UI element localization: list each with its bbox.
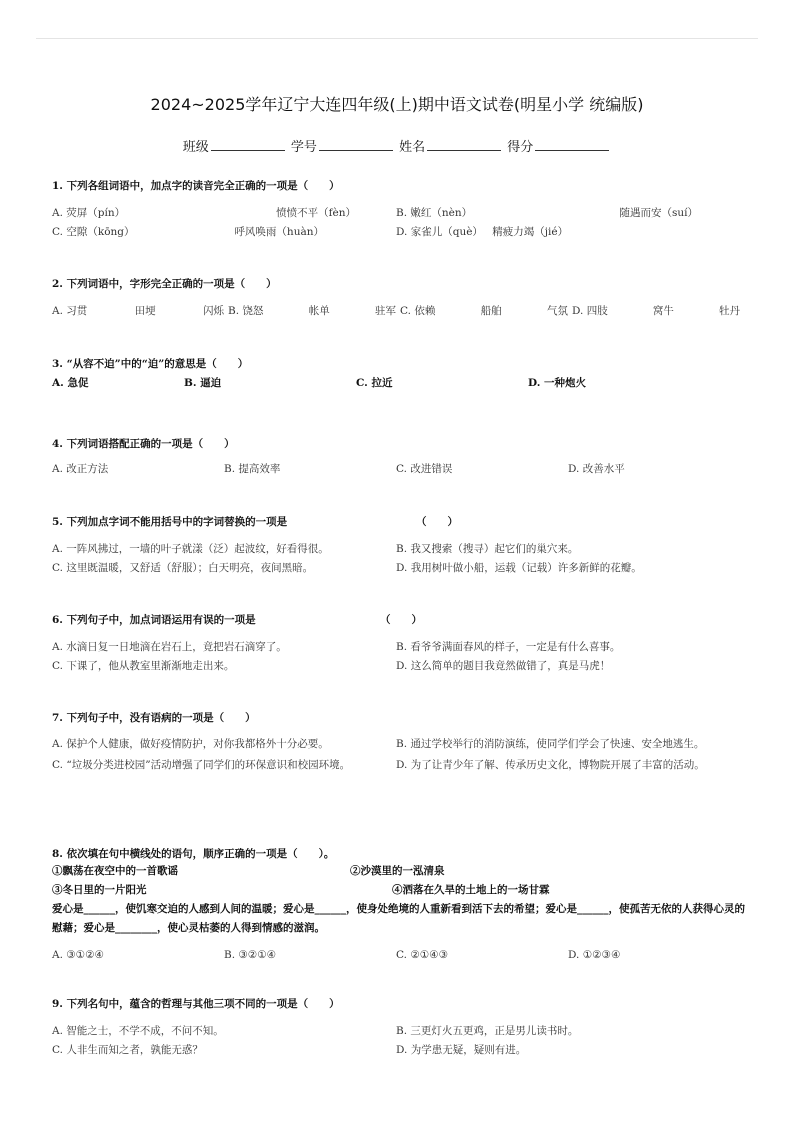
option-d[interactable]: D. ①②③④ [568,949,621,961]
question-2 [52,276,752,321]
question-4 [52,436,752,479]
option-c[interactable]: C. 下课了，他从教室里渐渐地走出来。 [52,660,235,672]
option-c[interactable]: C. 人非生而知之者，孰能无惑？ [52,1044,203,1056]
question-stem: 2. 下列词语中，字形完全正确的一项是（ ） [52,278,277,290]
student-number-blank[interactable] [319,138,393,151]
option-d[interactable]: D. 家雀儿（què） 精疲力竭（jié） [396,226,569,238]
option-b[interactable]: B. 饶怒 帐单 驻军 [228,305,396,317]
option-b[interactable]: B. 三更灯火五更鸡，正是男儿读书时。 [396,1025,579,1037]
question-stem: 8. 依次填在句中横线处的语句，顺序正确的一项是（ ）。 [52,848,335,860]
class-blank[interactable] [211,138,285,151]
option-c[interactable]: C. 依赖 船舶 气氛 [400,305,568,317]
student-number-label: 学号 [290,140,317,155]
option-c[interactable]: C. 拉近 [356,377,393,389]
question-stem: 6. 下列句子中，加点词语运用有误的一项是 [52,614,256,626]
phrase-2: ②沙漠里的一泓清泉 [350,865,445,877]
option-d[interactable]: D. 为了让青少年了解、传承历史文化，博物院开展了丰富的活动。 [396,759,705,771]
header-divider [36,38,758,39]
option-a[interactable]: A. 习贯 田埂 闪烁 [52,305,224,317]
answer-paren: （ ） [416,516,458,528]
option-a[interactable]: A. ③①②④ [52,949,104,961]
option-a[interactable]: A. 一阵风拂过，一墙的叶子就漾（泛）起波纹，好看得很。 [52,543,329,555]
option-b[interactable]: B. 嫩红（nèn） 随遇而安（suí） [396,207,698,219]
option-a[interactable]: A. 改正方法 [52,463,109,475]
option-c[interactable]: C. 改进错误 [396,463,453,475]
option-d[interactable]: D. 为学患无疑，疑则有进。 [396,1044,527,1056]
option-a[interactable]: A. 保护个人健康，做好疫情防护，对你我都格外十分必要。 [52,738,329,750]
option-b[interactable]: B. 看爷爷满面春风的样子，一定是有什么喜事。 [396,641,621,653]
name-blank[interactable] [427,138,501,151]
phrase-4: ④洒落在久旱的土地上的一场甘霖 [392,884,550,896]
option-a[interactable]: A. 急促 [52,377,89,389]
option-c[interactable]: C. 这里既温暖，又舒适（舒服）；白天明亮，夜间黑暗。 [52,562,314,574]
name-label: 姓名 [399,140,426,155]
question-8 [52,846,752,965]
question-stem: 1. 下列各组词语中，加点字的读音完全正确的一项是（ ） [52,180,340,192]
fill-blank-passage: 爱心是______，使饥寒交迫的人感到人间的温暖；爱心是______，使身处绝境的人重新看到活下去的希望；爱心是______，使孤苦无依的人获得心灵的慰藉；爱心是________，使心灵枯萎的人得到情感的滋润。 [52,903,745,934]
student-info-line [0,136,794,155]
class-label: 班级 [182,140,209,155]
score-label: 得分 [507,140,534,155]
option-d[interactable]: D. 四肢 窝牛 牡丹 [572,305,740,317]
page-title: 2024~2025学年辽宁大连四年级(上)期中语文试卷(明星小学 统编版) [150,95,644,114]
option-b[interactable]: B. 我又搜索（搜寻）起它们的巢穴来。 [396,543,579,555]
option-a[interactable]: A. 荧屏（pín） 愤愤不平（fèn） [52,207,356,219]
option-d[interactable]: D. 改善水平 [568,463,625,475]
answer-paren: （ ） [380,614,422,626]
option-c[interactable]: C. ②①④③ [396,949,448,961]
option-d[interactable]: D. 一种炮火 [528,377,587,389]
option-d[interactable]: D. 这么简单的题目我竟然做错了，真是马虎！ [396,660,611,672]
question-stem: 3. “从容不迫”中的“迫”的意思是（ ） [52,358,249,370]
option-b[interactable]: B. 逼迫 [184,377,222,389]
phrase-3: ③冬日里的一片阳光 [52,884,147,896]
question-3 [52,356,752,393]
question-stem: 5. 下列加点字词不能用括号中的字词替换的一项是 [52,516,288,528]
question-6 [52,612,752,676]
question-stem: 7. 下列句子中，没有语病的一项是（ ） [52,712,256,724]
option-a[interactable]: A. 水滴日复一日地滴在岩石上，竟把岩石滴穿了。 [52,641,287,653]
option-c[interactable]: C. “垃圾分类进校园”活动增强了同学们的环保意识和校园环境。 [52,759,351,771]
option-c[interactable]: C. 空隙（kōng） 呼风唤雨（huàn） [52,226,324,238]
score-blank[interactable] [535,138,609,151]
option-a[interactable]: A. 智能之士，不学不成，不问不知。 [52,1025,224,1037]
option-b[interactable]: B. 通过学校举行的消防演练，使同学们学会了快速、安全地逃生。 [396,738,705,750]
question-stem: 4. 下列词语搭配正确的一项是（ ） [52,438,235,450]
question-9 [52,996,752,1060]
option-d[interactable]: D. 我用树叶做小船，运载（记载）许多新鲜的花瓣。 [396,562,642,574]
option-b[interactable]: B. ③②①④ [224,949,277,961]
question-1 [52,178,752,242]
phrase-1: ①飘荡在夜空中的一首歌谣 [52,865,178,877]
question-7 [52,710,752,774]
question-stem: 9. 下列名句中，蕴含的哲理与其他三项不同的一项是（ ） [52,998,340,1010]
option-b[interactable]: B. 提高效率 [224,463,281,475]
question-5 [52,514,752,578]
